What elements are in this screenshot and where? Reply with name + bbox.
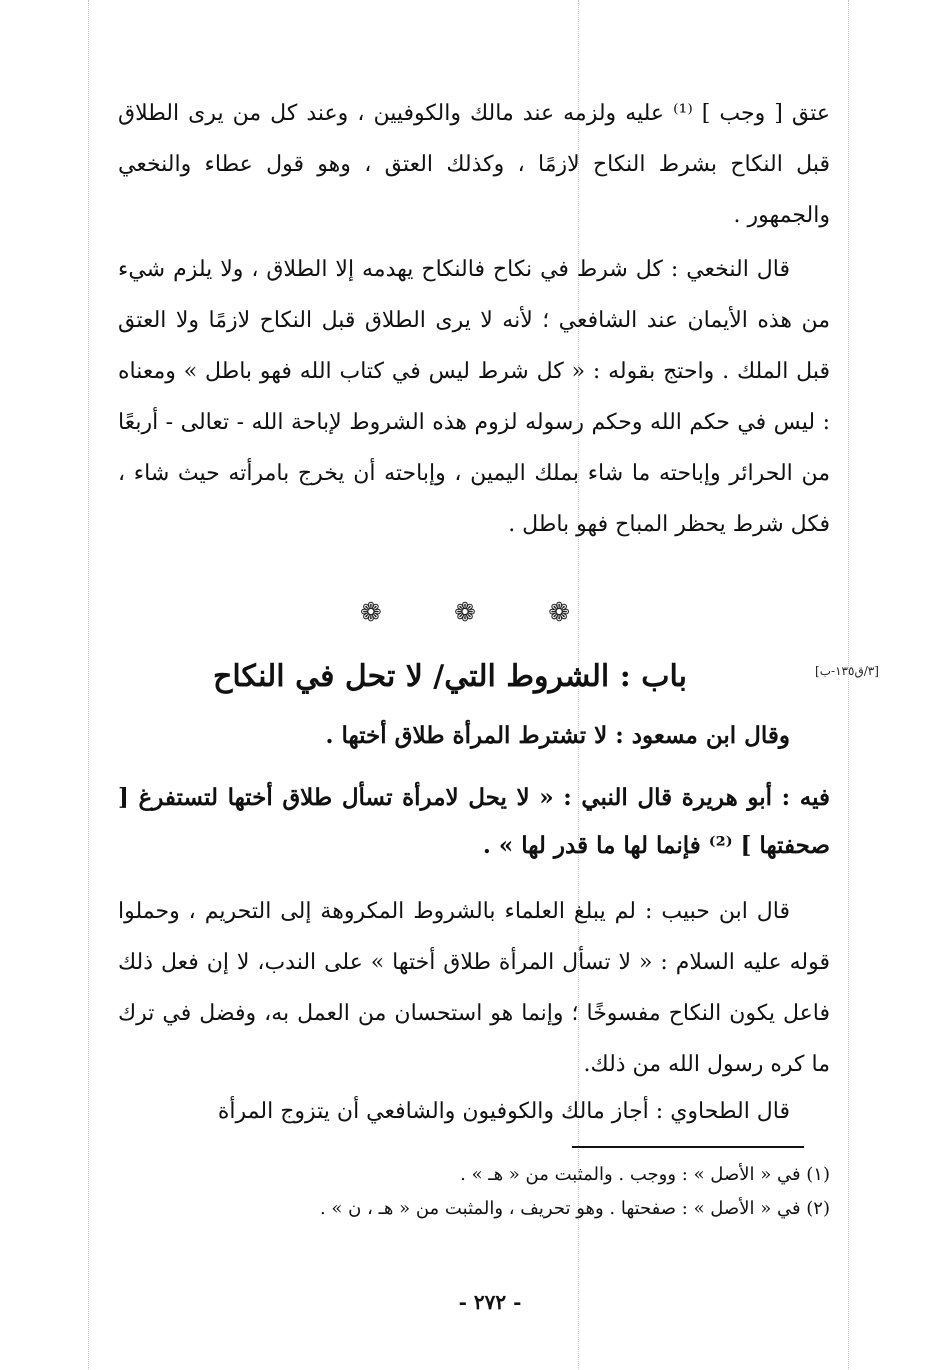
hadith-text: فيه : أبو هريرة قال النبي : « لا يحل لامرأة تسأل طلاق أختها لتستفرغ [ صحفتها ] ⁽²⁾ فإنما لها ما قدر لها » . (118, 784, 830, 859)
footnote-1: (١) في « الأصل » : ووجب . والمثبت من « هـ » . (460, 1164, 830, 1185)
commentary-text-2: قال الطحاوي : أجاز مالك والكوفيون والشافعي أن يتزوج المرأة (217, 1099, 790, 1124)
paragraph-1 (118, 88, 830, 241)
paragraph-2 (118, 244, 830, 550)
athar-text: وقال ابن مسعود : لا تشترط المرأة طلاق أختها . (325, 722, 790, 749)
hadith-block (118, 774, 830, 870)
footnote-2: (٢) في « الأصل » : صفحتها . وهو تحريف ، والمثبت من « هـ ، ن » . (319, 1198, 830, 1219)
page-number: - ٢٧٢ - (458, 1290, 522, 1314)
star-ornament: ❁ (360, 598, 382, 628)
margin-guide-right (848, 0, 849, 1370)
footnote-divider (572, 1146, 804, 1148)
footnotes (180, 1158, 830, 1226)
paragraph-1-text: عتق [ وجب ] ⁽¹⁾ عليه ولزمه عند مالك والكوفيين ، وعند كل من يرى الطلاق قبل النكاح بشرط النكاح لازمًا ، وكذلك العتق ، وهو قول عطاء والنخعي والجمهور . (118, 101, 830, 228)
commentary-paragraph-1 (118, 886, 830, 1090)
manuscript-folio-ref: [٣/ق١٣٥-ب] (815, 664, 879, 678)
paragraph-2-text: قال النخعي : كل شرط في نكاح فالنكاح يهدمه إلا الطلاق ، ولا يلزم شيء من هذه الأيمان عند الشافعي ؛ لأنه لا يرى الطلاق قبل النكاح لازمًا ولا العتق قبل الملك . واحتج بقوله : « كل شرط ليس في كتاب الله فهو باطل » ومعناه : ليس في حكم الله وحكم رسوله لزوم هذه الشروط لإباحة الله - تعالى - أربعًا من الحرائر وإباحته ما شاء بملك اليمين ، وإباحته أن يخرج بامرأته حيث شاء ، فكل شرط يحظر المباح فهو باطل . (118, 257, 830, 537)
commentary-paragraph-2 (118, 1086, 830, 1137)
commentary-text-1: قال ابن حبيب : لم يبلغ العلماء بالشروط المكروهة إلى التحريم ، وحملوا قوله عليه السلام : « لا تسأل المرأة طلاق أختها » على الندب، لا إن فعل ذلك فاعل يكون النكاح مفسوخًا ؛ وإنما هو استحسان من العمل به، وفضل في ترك ما كره رسول الله من ذلك. (118, 899, 830, 1077)
star-ornament: ❁ (454, 598, 476, 628)
section-separator (360, 598, 570, 628)
athar-line (118, 712, 830, 760)
star-ornament: ❁ (548, 598, 570, 628)
chapter-title: باب : الشروط التي/ لا تحل في النكاح (213, 659, 687, 694)
margin-guide-left (88, 0, 89, 1370)
